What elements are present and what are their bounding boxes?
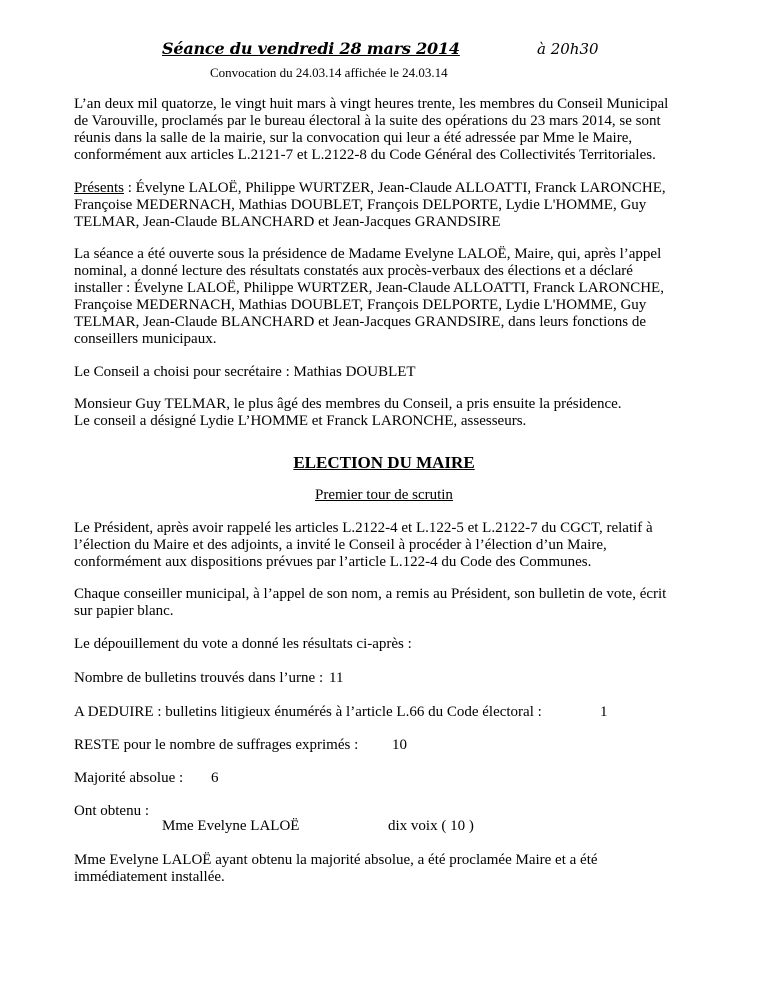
text-line: sur papier blanc. [74,603,174,619]
text-line: L’an deux mil quatorze, le vingt huit mars à vingt heures trente, les membres du Conseil Municipal [74,96,669,112]
intro-paragraph [74,96,714,164]
presents-text: : Évelyne LALOË, Philippe WURTZER, Jean-Claude ALLOATTI, Franck LARONCHE, [124,180,666,196]
session-title: Séance du vendredi 28 mars 2014 [162,39,460,58]
text-line: conseillers municipaux. [74,331,217,347]
text-line: Le Conseil a choisi pour secrétaire : Mathias DOUBLET [74,364,416,380]
presidency-paragraph [74,396,714,430]
section-subtitle: Premier tour de scrutin [315,487,453,503]
majorite-value: 6 [211,770,219,786]
section-title: ELECTION DU MAIRE [293,453,475,472]
majorite-label: Majorité absolue : [74,770,184,786]
opening-paragraph [74,246,714,348]
text-line: Françoise MEDERNACH, Mathias DOUBLET, François DELPORTE, Lydie L'HOMME, Guy [74,297,647,313]
text-line: conformément aux dispositions prévues par l’article L.122-4 du Code des Communes. [74,554,592,570]
text-line: nominal, a donné lecture des résultats constatés aux procès-verbaux des élections et a déclaré [74,263,633,279]
reste-label: RESTE pour le nombre de suffrages exprimés : [74,737,359,753]
president-paragraph [74,520,714,571]
text-line: Françoise MEDERNACH, Mathias DOUBLET, François DELPORTE, Lydie L'HOMME, Guy [74,197,647,213]
text-line: TELMAR, Jean-Claude BLANCHARD et Jean-Jacques GRANDSIRE [74,214,501,230]
text-line: Le conseil a désigné Lydie L’HOMME et Franck LARONCHE, assesseurs. [74,413,527,429]
text-line: Chaque conseiller municipal, à l’appel de son nom, a remis au Président, son bulletin de vote, écrit [74,586,667,602]
presents-paragraph [74,180,714,231]
count-intro [74,636,714,653]
text-line: Le Président, après avoir rappelé les articles L.2122-4 et L.122-5 et L.2122-7 du CGCT, relatif à [74,520,653,536]
ballot-paragraph [74,586,714,620]
reste-value: 10 [392,737,407,753]
secretary-paragraph [74,364,714,381]
conclusion-paragraph [74,852,714,886]
deduire-value: 1 [600,704,608,720]
text-line: réunis dans la salle de la mairie, sur la convocation qui leur a été adressée par Mme le Maire, [74,130,633,146]
text-line: de Varouville, proclamés par le bureau électoral à la suite des opérations du 23 mars 2014, se sont [74,113,661,129]
deduire-label: A DEDUIRE : bulletins litigieux énumérés à l’article L.66 du Code électoral : [74,704,542,720]
text-line: l’élection du Maire et des adjoints, a invité le Conseil à procéder à l’élection d’un Maire, [74,537,607,553]
text-line: installer : Évelyne LALOË, Philippe WURTZER, Jean-Claude ALLOATTI, Franck LARONCHE, [74,280,664,296]
text-line: Monsieur Guy TELMAR, le plus âgé des membres du Conseil, a pris ensuite la présidence. [74,396,622,412]
text-line: La séance a été ouverte sous la présidence de Madame Evelyne LALOË, Maire, qui, après l’appel [74,246,662,262]
convocation-note: Convocation du 24.03.14 affichée le 24.03.14 [210,65,448,80]
candidate-name: Mme Evelyne LALOË [162,818,300,834]
presents-label: Présents [74,180,124,196]
obtenu-label: Ont obtenu : [74,803,149,819]
text-line: conformément aux articles L.2121-7 et L.2122-8 du Code Général des Collectivités Territoriales. [74,147,656,163]
text-line: Mme Evelyne LALOË ayant obtenu la majorité absolue, a été proclamée Maire et a été [74,852,598,868]
text-line [74,180,714,197]
text-line: immédiatement installée. [74,869,225,885]
session-time: à 20h30 [537,40,599,58]
bulletins-label: Nombre de bulletins trouvés dans l’urne : [74,670,324,686]
text-line: Le dépouillement du vote a donné les résultats ci-après : [74,636,412,652]
text-line: TELMAR, Jean-Claude BLANCHARD et Jean-Jacques GRANDSIRE, dans leurs fonctions de [74,314,646,330]
candidate-votes: dix voix ( 10 ) [388,818,474,834]
bulletins-value: 11 [329,670,344,686]
